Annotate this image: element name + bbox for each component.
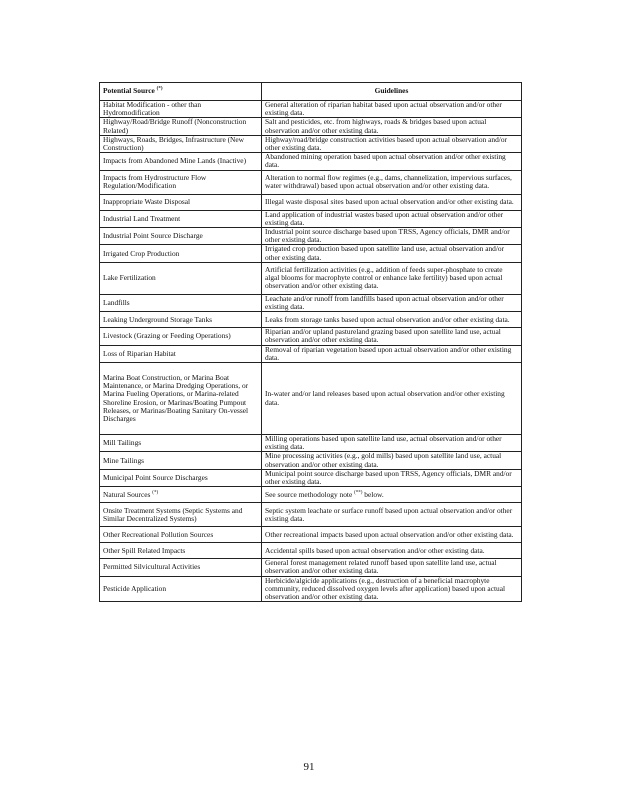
guideline-cell bbox=[262, 363, 522, 435]
table-row bbox=[100, 435, 522, 452]
potential-source-text: Other Recreational Pollution Sources bbox=[103, 529, 214, 539]
table-row bbox=[100, 559, 522, 576]
potential-source-cell bbox=[100, 210, 262, 227]
potential-source-cell bbox=[100, 194, 262, 210]
table-row bbox=[100, 328, 522, 345]
guideline-cell bbox=[262, 345, 522, 362]
guideline-cell bbox=[262, 559, 522, 576]
guideline-text: Septic system leachate or surface runoff based upon actual observation and/or other existing data. bbox=[265, 505, 513, 523]
guideline-text: See source methodology note bbox=[265, 489, 353, 499]
table-row bbox=[100, 153, 522, 170]
potential-source-text: Habitat Modification - other than Hydromodification bbox=[103, 100, 202, 118]
potential-source-text: Highway/Road/Bridge Runoff (Nonconstruction Related) bbox=[103, 117, 247, 135]
potential-source-text: Mill Tailings bbox=[103, 438, 142, 448]
guideline-cell bbox=[262, 487, 522, 503]
potential-source-cell bbox=[100, 294, 262, 311]
potential-source-cell bbox=[100, 312, 262, 328]
guideline-text: Accidental spills based upon actual observation and/or other existing data. bbox=[265, 545, 485, 555]
guideline-text: Herbicide/algicide applications (e.g., destruction of a beneficial macrophyte community, reduced dissolved oxygen levels after application) based upon actual observation and/or other existing data. bbox=[265, 576, 506, 602]
table-row bbox=[100, 228, 522, 245]
potential-source-cell bbox=[100, 543, 262, 559]
potential-source-cell bbox=[100, 487, 262, 503]
potential-source-text: Pesticide Application bbox=[103, 583, 167, 593]
guideline-cell bbox=[262, 328, 522, 345]
guideline-text: General alteration of riparian habitat based upon actual observation and/or other existing data. bbox=[265, 100, 502, 118]
potential-source-text: Impacts from Abandoned Mine Lands (Inactive) bbox=[103, 156, 247, 166]
potential-source-text: Municipal Point Source Discharges bbox=[103, 472, 208, 482]
guideline-text: Other recreational impacts based upon actual observation and/or other existing data. bbox=[265, 529, 514, 539]
table-row bbox=[100, 118, 522, 135]
table-row bbox=[100, 576, 522, 602]
potential-source-cell bbox=[100, 576, 262, 602]
guideline-text: Salt and pesticides, etc. from highways, roads & bridges based upon actual observation and/or other existing data. bbox=[265, 117, 487, 135]
guideline-cell bbox=[262, 294, 522, 311]
guideline-text-tail: below. bbox=[362, 489, 384, 499]
potential-source-text: Permitted Silvicultural Activities bbox=[103, 562, 201, 572]
guideline-cell bbox=[262, 118, 522, 135]
potential-source-text: Highways, Roads, Bridges, Infrastructure (New Construction) bbox=[103, 135, 245, 153]
guideline-cell bbox=[262, 245, 522, 262]
guideline-cell bbox=[262, 153, 522, 170]
potential-source-cell bbox=[100, 262, 262, 294]
potential-source-cell bbox=[100, 170, 262, 194]
guideline-text: In-water and/or land releases based upon actual observation and/or other existing data. bbox=[265, 389, 505, 407]
potential-source-cell bbox=[100, 469, 262, 486]
potential-source-text: Impacts from Hydrostructure Flow Regulation/Modification bbox=[103, 172, 207, 191]
header-source-text: Potential Source bbox=[103, 86, 155, 96]
guideline-text: Abandoned mining operation based upon actual observation and/or other existing data. bbox=[265, 152, 506, 170]
table-row bbox=[100, 312, 522, 328]
guideline-cell bbox=[262, 527, 522, 543]
table-row bbox=[100, 543, 522, 559]
potential-source-cell bbox=[100, 559, 262, 576]
potential-source-text: Industrial Point Source Discharge bbox=[103, 231, 203, 241]
potential-source-cell bbox=[100, 363, 262, 435]
potential-source-cell bbox=[100, 101, 262, 118]
guideline-cell bbox=[262, 469, 522, 486]
guideline-text: Leachate and/or runoff from landfills based upon actual observation and/or other existing data. bbox=[265, 294, 504, 312]
guideline-text: General forest management related runoff based upon satellite land use, actual observation and/or other existing data. bbox=[265, 558, 497, 576]
potential-source-text: Mine Tailings bbox=[103, 455, 145, 465]
table-row bbox=[100, 194, 522, 210]
guideline-cell bbox=[262, 435, 522, 452]
source-footnote-mark: (*) bbox=[152, 490, 159, 496]
guideline-cell bbox=[262, 194, 522, 210]
potential-source-cell bbox=[100, 503, 262, 527]
potential-source-text: Lake Fertilization bbox=[103, 273, 156, 283]
potential-source-text: Inappropriate Waste Disposal bbox=[103, 197, 191, 207]
potential-source-text: Onsite Treatment Systems (Septic Systems and Similar Decentralized Systems) bbox=[103, 505, 243, 523]
table-row bbox=[100, 345, 522, 362]
table-row bbox=[100, 135, 522, 152]
potential-source-text: Industrial Land Treatment bbox=[103, 213, 181, 223]
guideline-text: Artificial fertilization activities (e.g., addition of feeds super-phosphate to create algal blooms for macrophyte control or enhance lake fertility) based upon actual observation and/or other existing data. bbox=[265, 265, 503, 291]
guideline-text: Illegal waste disposal sites based upon actual observation and/or other existing data. bbox=[265, 197, 514, 207]
guideline-text: Land application of industrial wastes based upon actual observation and/or other existing data. bbox=[265, 210, 504, 227]
potential-source-cell bbox=[100, 153, 262, 170]
guideline-text: Mine processing activities (e.g., gold mills) based upon satellite land use, actual observation and/or other existing data. bbox=[265, 451, 502, 469]
guideline-text: Alteration to normal flow regimes (e.g., dams, channelization, impervious surfaces, water withdrawal) based upon actual observation and/or other existing data. bbox=[265, 172, 512, 191]
guideline-text: Milling operations based upon satellite land use, actual observation and/or other existing data. bbox=[265, 434, 502, 452]
guideline-text: Leaks from storage tanks based upon actual observation and/or other existing data. bbox=[265, 314, 510, 324]
guideline-text: Municipal point source discharge based upon TRSS, Agency officials, DMR and/or other existing data. bbox=[265, 469, 512, 487]
potential-source-text: Leaking Underground Storage Tanks bbox=[103, 314, 213, 324]
table-header-row bbox=[100, 83, 522, 101]
guideline-cell bbox=[262, 576, 522, 602]
potential-source-cell bbox=[100, 328, 262, 345]
sources-guidelines-table bbox=[99, 82, 522, 602]
potential-source-cell bbox=[100, 118, 262, 135]
potential-source-cell bbox=[100, 245, 262, 262]
guideline-text: Highway/road/bridge construction activities based upon actual observation and/or other existing data. bbox=[265, 135, 507, 153]
potential-source-cell bbox=[100, 228, 262, 245]
potential-source-text: Marina Boat Construction, or Marina Boat Maintenance, or Marina Dredging Operations, or Marina Fueling Operations, or Marina-related Shoreline Erosion, or Marinas/Boating Pumpout Releases, or Marinas/Boating Sanitary On-vessel Discharges bbox=[103, 372, 249, 423]
potential-source-text: Livestock (Grazing or Feeding Operations) bbox=[103, 331, 231, 341]
table-row bbox=[100, 452, 522, 469]
header-potential-source bbox=[100, 83, 262, 101]
guideline-footnote-mark: (**) bbox=[354, 490, 363, 496]
potential-source-text: Natural Sources bbox=[103, 489, 151, 499]
table-row bbox=[100, 503, 522, 527]
guideline-cell bbox=[262, 543, 522, 559]
potential-source-text: Irrigated Crop Production bbox=[103, 248, 180, 258]
table-row bbox=[100, 487, 522, 503]
potential-source-cell bbox=[100, 527, 262, 543]
guideline-cell bbox=[262, 312, 522, 328]
potential-source-cell bbox=[100, 135, 262, 152]
guideline-cell bbox=[262, 101, 522, 118]
potential-source-cell bbox=[100, 435, 262, 452]
table-row bbox=[100, 210, 522, 227]
guideline-cell bbox=[262, 135, 522, 152]
potential-source-cell bbox=[100, 345, 262, 362]
guideline-cell bbox=[262, 210, 522, 227]
header-source-footnote-mark: (*) bbox=[156, 86, 163, 92]
table-row bbox=[100, 262, 522, 294]
potential-source-text: Loss of Riparian Habitat bbox=[103, 348, 176, 358]
potential-source-text: Landfills bbox=[103, 297, 130, 307]
guideline-cell bbox=[262, 503, 522, 527]
table-row bbox=[100, 101, 522, 118]
guideline-cell bbox=[262, 262, 522, 294]
guideline-text: Riparian and/or upland pastureland grazing based upon satellite land use, actual observation and/or other existing data. bbox=[265, 327, 501, 345]
potential-source-cell bbox=[100, 452, 262, 469]
table-row bbox=[100, 363, 522, 435]
table-row bbox=[100, 170, 522, 194]
guideline-text: Industrial point source discharge based upon TRSS, Agency officials, DMR and/or other existing data. bbox=[265, 227, 510, 245]
page-number: 91 bbox=[303, 761, 315, 773]
guideline-cell bbox=[262, 170, 522, 194]
guideline-cell bbox=[262, 452, 522, 469]
guideline-cell bbox=[262, 228, 522, 245]
guideline-text: Removal of riparian vegetation based upon actual observation and/or other existing data. bbox=[265, 345, 512, 362]
table-row bbox=[100, 469, 522, 486]
table-row bbox=[100, 294, 522, 311]
header-guidelines: Guidelines bbox=[262, 83, 522, 101]
table-row bbox=[100, 527, 522, 543]
table-row bbox=[100, 245, 522, 262]
guideline-text: Irrigated crop production based upon satellite land use, actual observation and/or other existing data. bbox=[265, 244, 505, 262]
potential-source-text: Other Spill Related Impacts bbox=[103, 545, 186, 555]
